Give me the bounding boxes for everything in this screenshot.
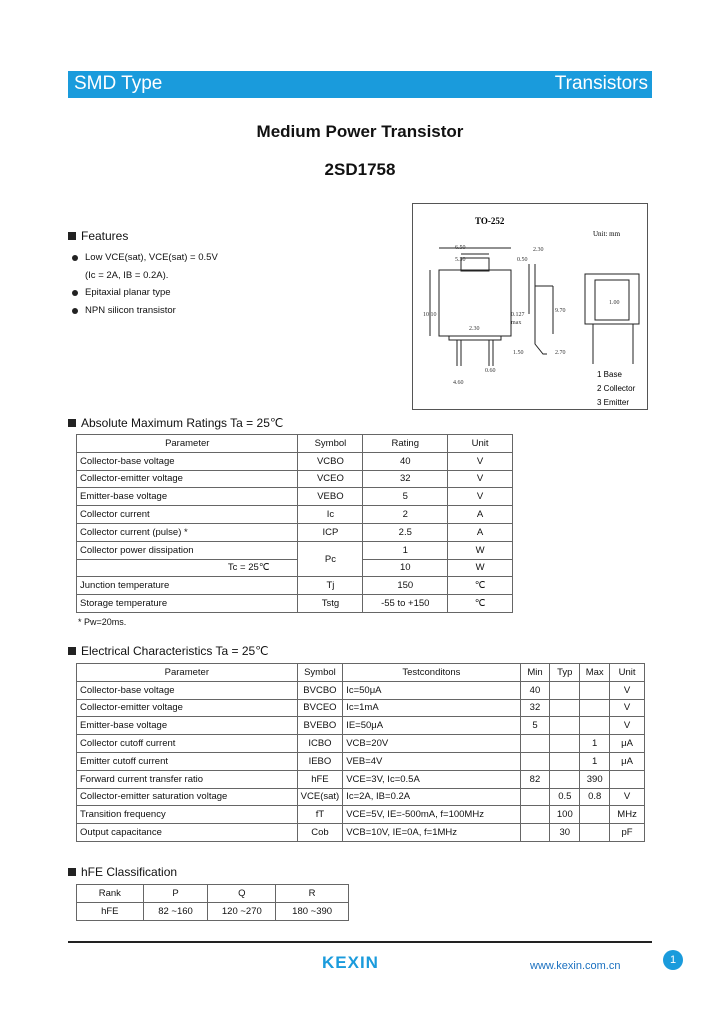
dim-label: 1.00 <box>609 300 620 306</box>
hfe-class-table <box>76 884 349 921</box>
elec-char-heading: Electrical Characteristics Ta = 25℃ <box>68 644 269 658</box>
table-row: hFE 82 ~160 120 ~270 180 ~390 <box>77 902 349 920</box>
part-number: 2SD1758 <box>324 160 396 179</box>
abs-max-table <box>76 434 513 613</box>
dim-label: 2.70 <box>555 350 566 356</box>
table-row: Forward current transfer ratio hFE VCE=3V, Ic=0.5A 82 390 <box>77 770 645 788</box>
bullet-square-icon <box>68 232 76 240</box>
col-header: Rating <box>363 435 448 453</box>
dim-label: 0.127 <box>511 312 525 318</box>
features-list <box>72 249 218 320</box>
list-item: (Ic = 2A, IB = 0.2A). <box>85 269 169 281</box>
table-row: Output capacitance Cob VCB=10V, IE=0A, f=1MHz 30 pF <box>77 824 645 842</box>
col-header: Parameter <box>77 435 298 453</box>
dim-label: max <box>511 320 522 326</box>
bullet-dot-icon <box>72 308 78 314</box>
abs-max-heading: Absolute Maximum Ratings Ta = 25℃ <box>68 416 283 430</box>
table-row: Storage temperature Tstg -55 to +150 ℃ <box>77 595 513 613</box>
dim-label: 0.60 <box>485 368 496 374</box>
list-item: Epitaxial planar type <box>72 284 218 302</box>
dim-label: 10.10 <box>423 312 437 318</box>
col-header: Unit <box>448 435 513 453</box>
dim-label: 2.30 <box>469 326 480 332</box>
table-row: Collector-base voltage VCBO 40 V <box>77 452 513 470</box>
footer-divider <box>68 941 652 943</box>
table-row: Rank P Q R <box>77 885 349 903</box>
table-row: Junction temperature Tj 150 ℃ <box>77 577 513 595</box>
table-row: Collector-emitter voltage VCEO 32 V <box>77 470 513 488</box>
product-family-label: Transistors <box>554 73 648 94</box>
bullet-dot-icon <box>72 255 78 261</box>
table-row: Collector current (pulse) * ICP 2.5 A <box>77 523 513 541</box>
table-row: Emitter-base voltage VEBO 5 V <box>77 488 513 506</box>
bullet-square-icon <box>68 647 76 655</box>
pin-3-label: 3 Emitter <box>597 398 630 407</box>
bullet-square-icon <box>68 868 76 876</box>
table-row: Collector power dissipation Pc 1 W <box>77 541 513 559</box>
elec-char-table <box>76 663 645 842</box>
bullet-dot-icon <box>72 290 78 296</box>
dim-label: 9.70 <box>555 308 566 314</box>
dim-label: 2.30 <box>533 247 544 253</box>
col-header: Symbol <box>298 435 363 453</box>
dim-label: 5.30 <box>455 257 466 263</box>
bullet-square-icon <box>68 419 76 427</box>
page-title: Medium Power Transistor <box>256 122 464 141</box>
table-row: Collector current Ic 2 A <box>77 506 513 524</box>
pin-1-label: 1 Base <box>597 370 622 379</box>
dim-label: 0.50 <box>517 257 528 263</box>
kexin-logo: KEXIN <box>322 953 379 972</box>
table-row: Emitter cutoff current IEBO VEB=4V 1 μA <box>77 752 645 770</box>
page-number-badge: 1 <box>663 950 683 970</box>
package-name: TO-252 <box>475 216 505 226</box>
to252-outline-diagram <box>413 204 647 409</box>
category-label: SMD Type <box>74 73 163 94</box>
list-item: Low VCE(sat), VCE(sat) = 0.5V <box>72 249 218 267</box>
table-row: Collector-base voltage BVCBO Ic=50μA 40 V <box>77 681 645 699</box>
hfe-heading: hFE Classification <box>68 865 177 879</box>
dim-label: 6.50 <box>455 245 466 251</box>
table-row: Tc = 25℃ 10 W <box>77 559 513 577</box>
table-header-row <box>77 435 513 453</box>
table-header-row: Parameter Symbol Testconditons Min Typ Max Unit <box>77 664 645 682</box>
unit-label: Unit: mm <box>593 230 621 238</box>
package-drawing <box>412 203 648 410</box>
pin-2-label: 2 Collector <box>597 384 636 393</box>
table-row: Transition frequency fT VCE=5V, IE=-500mA, f=100MHz 100 MHz <box>77 806 645 824</box>
table-row: Emitter-base voltage BVEBO IE=50μA 5 V <box>77 717 645 735</box>
features-heading: Features <box>68 229 128 243</box>
header-banner <box>68 71 652 98</box>
list-item: NPN silicon transistor <box>72 302 218 320</box>
table-row: Collector cutoff current ICBO VCB=20V 1 μA <box>77 735 645 753</box>
dim-label: 4.60 <box>453 380 464 386</box>
table-row: Collector-emitter saturation voltage VCE(sat) Ic=2A, IB=0.2A 0.5 0.8 V <box>77 788 645 806</box>
dim-label: 1.50 <box>513 350 524 356</box>
footnote: * Pw=20ms. <box>78 617 127 627</box>
website-link[interactable]: www.kexin.com.cn <box>530 960 621 972</box>
table-row: Collector-emitter voltage BVCEO Ic=1mA 32 V <box>77 699 645 717</box>
